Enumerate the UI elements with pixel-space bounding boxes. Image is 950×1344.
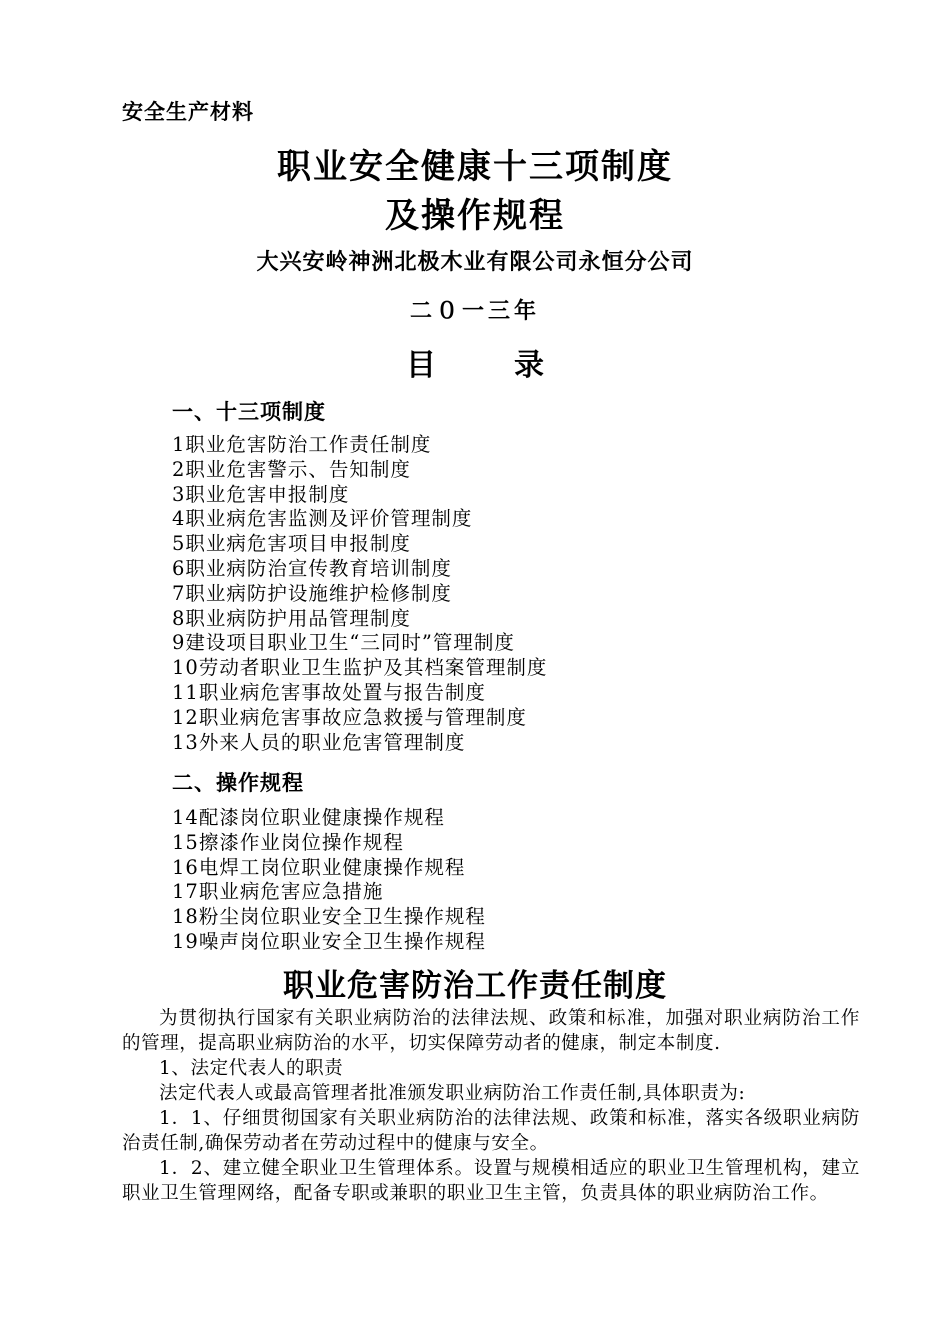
toc-item: 8职业病防护用品管理制度 bbox=[172, 606, 411, 630]
toc-item: 2职业危害警示、告知制度 bbox=[172, 457, 411, 481]
toc-item: 3职业危害申报制度 bbox=[172, 482, 350, 506]
toc-list-procedures bbox=[172, 806, 486, 955]
document-year: 二０一三年 bbox=[409, 299, 540, 324]
toc-title bbox=[0, 340, 950, 384]
header-label: 安全生产材料 bbox=[122, 100, 254, 124]
toc-list-regulations bbox=[172, 433, 547, 755]
toc-item: 17职业病危害应急措施 bbox=[172, 880, 384, 904]
toc-item: 15擦漆作业岗位操作规程 bbox=[172, 830, 404, 854]
toc-item: 7职业病防护设施维护检修制度 bbox=[172, 581, 452, 605]
toc-section-heading-1: 一、十三项制度 bbox=[172, 400, 326, 424]
body-paragraph: 1．2、建立健全职业卫生管理体系。设置与规模相适应的职业卫生管理机构，建立职业卫生管理网络，配备专职或兼职的职业卫生主管，负责具体的职业病防治工作。 bbox=[122, 1158, 860, 1204]
toc-item: 10劳动者职业卫生监护及其档案管理制度 bbox=[172, 656, 548, 680]
toc-item: 12职业病危害事故应急救援与管理制度 bbox=[172, 705, 527, 729]
body-paragraph: 1、法定代表人的职责 bbox=[159, 1058, 344, 1079]
toc-item: 9建设项目职业卫生“三同时”管理制度 bbox=[172, 631, 515, 655]
toc-item: 4职业病危害监测及评价管理制度 bbox=[172, 507, 473, 531]
article-body bbox=[122, 1006, 860, 1206]
toc-section-heading-2: 二、操作规程 bbox=[172, 771, 304, 795]
document-title-line-2: 及操作规程 bbox=[385, 196, 565, 236]
body-paragraph: 法定代表人或最高管理者批准颁发职业病防治工作责任制,具体职责为: bbox=[159, 1083, 746, 1104]
article-title: 职业危害防治工作责任制度 bbox=[283, 968, 667, 1004]
toc-item: 19噪声岗位职业安全卫生操作规程 bbox=[172, 929, 486, 953]
toc-item: 11职业病危害事故处置与报告制度 bbox=[172, 680, 486, 704]
toc-title-left: 目 bbox=[406, 348, 436, 383]
body-paragraph: 为贯彻执行国家有关职业病防治的法律法规、政策和标准，加强对职业病防治工作的管理，提高职业病防治的水平，切实保障劳动者的健康，制定本制度. bbox=[122, 1008, 860, 1054]
body-paragraph: 1．1、仔细贯彻国家有关职业病防治的法律法规、政策和标准，落实各级职业病防治责任制,确保劳动者在劳动过程中的健康与安全。 bbox=[122, 1108, 860, 1154]
toc-item: 1职业危害防治工作责任制度 bbox=[172, 433, 432, 456]
company-name: 大兴安岭神洲北极木业有限公司永恒分公司 bbox=[256, 250, 694, 275]
toc-item: 5职业病危害项目申报制度 bbox=[172, 532, 411, 556]
toc-item: 16电焊工岗位职业健康操作规程 bbox=[172, 855, 466, 879]
toc-item: 13外来人员的职业危害管理制度 bbox=[172, 730, 466, 754]
document-title-line-1: 职业安全健康十三项制度 bbox=[277, 147, 673, 187]
toc-title-right: 录 bbox=[514, 348, 544, 383]
toc-item: 14配漆岗位职业健康操作规程 bbox=[172, 806, 445, 829]
toc-item: 6职业病防治宣传教育培训制度 bbox=[172, 556, 452, 580]
toc-item: 18粉尘岗位职业安全卫生操作规程 bbox=[172, 905, 486, 929]
